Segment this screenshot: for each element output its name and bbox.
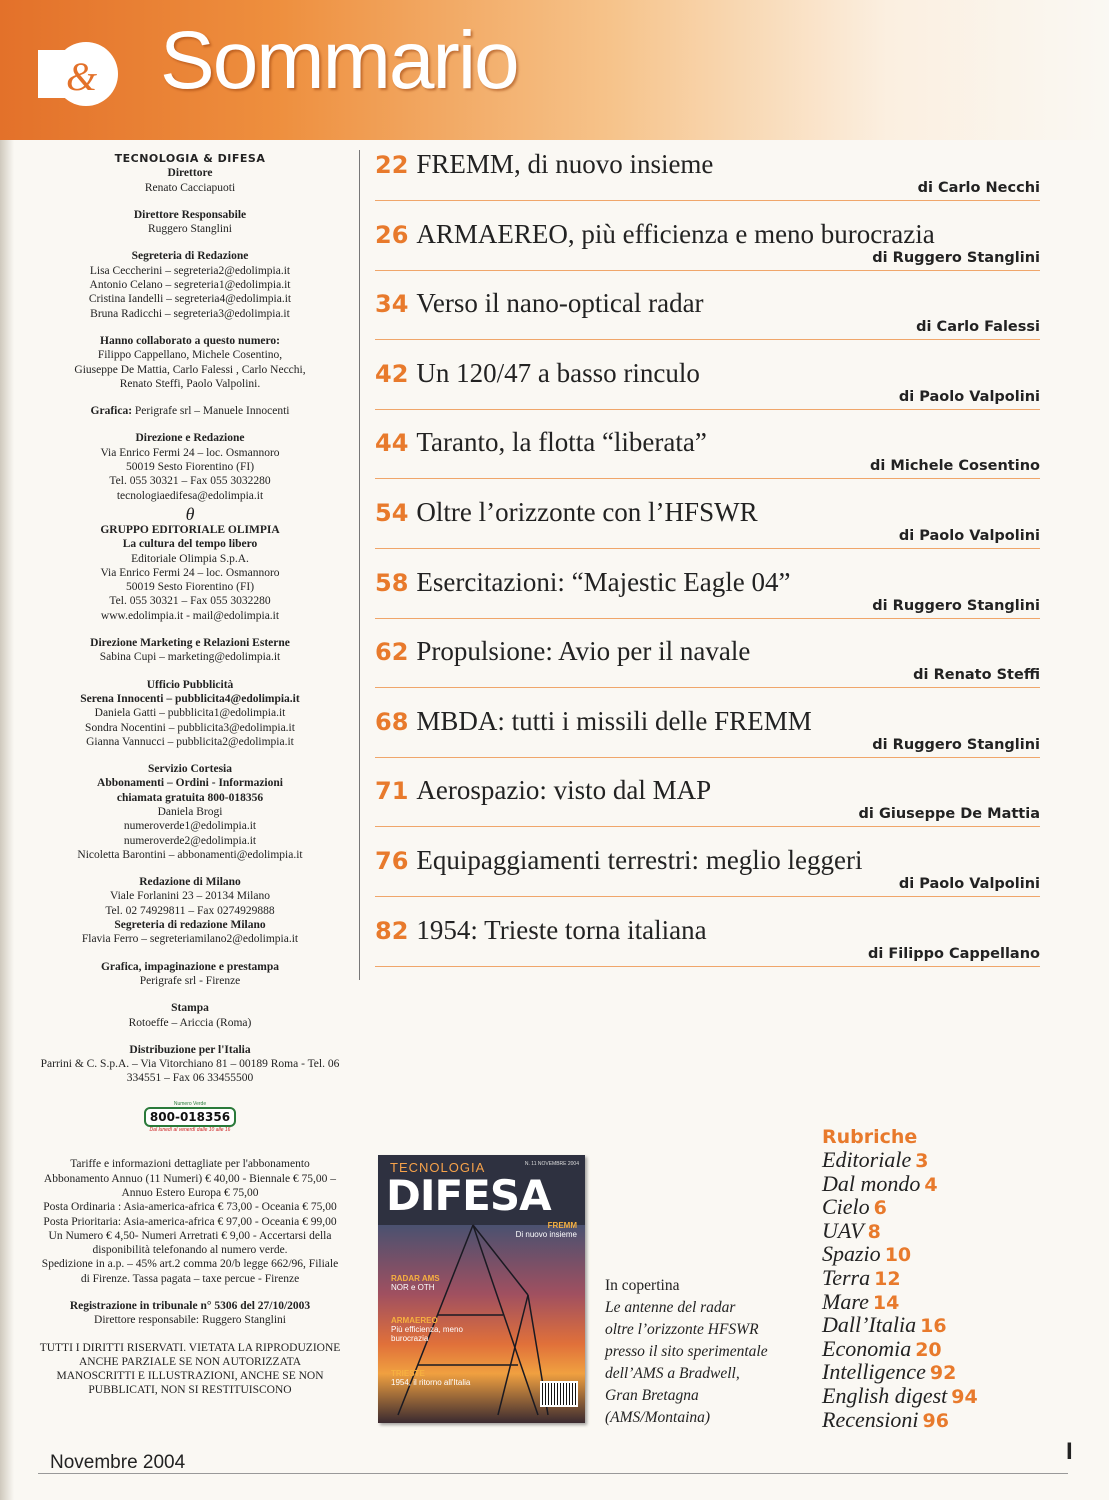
masthead-marketing <box>30 636 350 665</box>
toc-page: 82 <box>375 916 409 945</box>
toc-title: Equipaggiamenti terrestri: meglio leggeri <box>416 844 863 875</box>
block-line: Renato Cacciapuoti <box>144 181 236 194</box>
block-line: Renato Steffi, Paolo Valpolini. <box>119 377 261 390</box>
block-line: Perigrafe srl – Manuele Innocenti <box>134 405 290 418</box>
rubrica-item[interactable] <box>822 1170 1072 1197</box>
block-line: 334551 – Fax 06 33455500 <box>126 1072 254 1085</box>
rubrica-page: 14 <box>872 1291 900 1314</box>
registration-line: Registrazione in tribunale n° 5306 del 27/10/2003 <box>69 1300 311 1312</box>
phone-hours: Dal lunedì al venerdì dalle 10 alle 16 <box>149 1127 231 1134</box>
rubrica-name: UAV <box>822 1217 864 1243</box>
block-heading: Direzione Marketing e Relazioni Esterne <box>90 637 290 650</box>
numero-verde-badge <box>144 1101 236 1134</box>
rubrica-page: 8 <box>867 1220 881 1243</box>
phone-label: Numero Verde <box>173 1100 207 1107</box>
toc-item[interactable] <box>375 914 1040 984</box>
block-heading: Hanno collaborato a questo numero: <box>100 334 280 347</box>
toc-item[interactable] <box>375 357 1040 427</box>
block-line: Lisa Ceccherini – segreteria2@edolimpia.it <box>89 264 291 277</box>
block-line: Giuseppe De Mattia, Carlo Falessi , Carlo Necchi, <box>74 363 306 376</box>
phone-number: 800-018356 <box>144 1107 236 1127</box>
block-line: Ruggero Stanglini <box>147 223 232 236</box>
footer-date: Novembre 2004 <box>50 1452 186 1473</box>
block-line: Tel. 055 30321 – Fax 055 3032280 <box>109 595 271 608</box>
block-line: Viale Forlanini 23 – 20134 Milano <box>110 890 270 903</box>
table-of-contents <box>375 148 1040 983</box>
cover-subline: Di nuovo insieme <box>515 1230 577 1239</box>
toc-item[interactable] <box>375 287 1040 357</box>
cover-armaereo <box>391 1316 481 1343</box>
toc-rule <box>375 687 1040 688</box>
toc-author: di Ruggero Stanglini <box>872 597 1040 614</box>
block-heading: Direttore <box>167 167 213 180</box>
cover-radar <box>391 1274 440 1292</box>
toc-author: di Giuseppe De Mattia <box>858 806 1040 823</box>
masthead-pubblicita <box>30 678 350 749</box>
toc-title: Propulsione: Avio per il navale <box>416 636 751 667</box>
block-line: Nicoletta Barontini – abbonamenti@edolimpia.it <box>77 848 303 861</box>
toc-rule <box>375 896 1040 897</box>
cover-trieste <box>391 1369 470 1387</box>
rubrica-page: 6 <box>873 1197 887 1220</box>
page-title: Sommario <box>160 15 518 106</box>
masthead-direzione <box>30 431 350 502</box>
block-subheading: chiamata gratuita 800-018356 <box>116 791 264 804</box>
toc-rule <box>375 478 1040 479</box>
rubrica-item[interactable] <box>822 1217 1072 1244</box>
registration-line: Direttore responsabile: Ruggero Stanglini <box>94 1314 286 1327</box>
toc-rule <box>375 966 1040 967</box>
rubrica-name: English digest <box>822 1382 948 1408</box>
rubrica-name: Dall’Italia <box>822 1312 917 1338</box>
toc-item[interactable] <box>375 844 1040 914</box>
masthead-collaboratori <box>30 334 350 391</box>
tariff-line: disponibilità telefonando al numero verde. <box>92 1244 288 1257</box>
block-line: Daniela Brogi <box>157 805 223 818</box>
toc-author: di Michele Cosentino <box>870 458 1040 475</box>
rubrica-page: 96 <box>922 1409 949 1432</box>
rubrica-item[interactable] <box>822 1382 1072 1409</box>
caption-line: Gran Bretagna <box>605 1387 699 1404</box>
toc-author: di Ruggero Stanglini <box>872 736 1040 753</box>
block-heading: Redazione di Milano <box>139 876 241 889</box>
tariff-line: di Firenze. Tassa pagata – taxe percue - Firenze <box>80 1272 300 1285</box>
toc-rule <box>375 618 1040 619</box>
block-heading: Distribuzione per l'Italia <box>129 1043 251 1056</box>
toc-item[interactable] <box>375 774 1040 844</box>
toc-item[interactable] <box>375 496 1040 566</box>
rubrica-item[interactable] <box>822 1264 1072 1291</box>
rights-line: ANCHE PARZIALE SE NON AUTORIZZATA <box>78 1355 302 1368</box>
toc-page: 34 <box>375 290 409 319</box>
cover-caption <box>605 1275 805 1429</box>
rubrica-name: Cielo <box>822 1194 870 1220</box>
block-line: Via Enrico Fermi 24 – loc. Osmannoro <box>100 446 280 459</box>
cover-headline: RADAR AMS <box>391 1274 440 1283</box>
toc-page: 68 <box>375 707 409 736</box>
toc-page: 58 <box>375 568 409 597</box>
toc-page: 44 <box>375 429 409 458</box>
block-heading: GRUPPO EDITORIALE OLIMPIA <box>100 523 280 536</box>
rubrica-page: 12 <box>874 1267 901 1290</box>
masthead-redazione-milano <box>30 875 350 946</box>
toc-title: Oltre l’orizzonte con l’HFSWR <box>416 496 758 527</box>
phone-badge <box>30 1099 350 1136</box>
block-heading: Segreteria di Redazione <box>131 250 249 263</box>
cover-masthead: DIFESA <box>386 1171 551 1220</box>
olimpia-logo-icon: θ <box>185 503 195 524</box>
block-heading: Stampa <box>171 1002 209 1015</box>
block-line: Sabina Cupi – marketing@edolimpia.it <box>99 651 281 664</box>
cover-headline: FREMM <box>547 1221 577 1230</box>
toc-title: Aerospazio: visto dal MAP <box>416 775 712 806</box>
toc-author: di Ruggero Stanglini <box>872 249 1040 266</box>
block-line: Gianna Vannucci – pubblicita2@edolimpia.it <box>86 735 294 748</box>
toc-rule <box>375 339 1040 340</box>
rubrica-item[interactable] <box>822 1288 1072 1315</box>
block-line: Filippo Cappellano, Michele Cosentino, <box>97 349 283 362</box>
toc-item[interactable] <box>375 218 1040 288</box>
rubrica-name: Editoriale <box>822 1147 912 1172</box>
rubrica-name: Mare <box>822 1288 869 1314</box>
cover-top-text: TECNOLOGIA <box>390 1160 486 1175</box>
toc-item[interactable] <box>375 148 1040 218</box>
masthead-direttore <box>30 152 350 195</box>
cover-fremm <box>516 1221 577 1239</box>
block-line: Via Enrico Fermi 24 – loc. Osmannoro <box>100 566 280 579</box>
block-line: tecnologiaedifesa@edolimpia.it <box>116 489 264 502</box>
block-line: Cristina Iandelli – segreteria4@edolimpia.it <box>88 293 292 306</box>
toc-title: MBDA: tutti i missili delle FREMM <box>416 705 812 736</box>
toc-page: 71 <box>375 777 409 806</box>
rubrica-page: 92 <box>929 1362 957 1385</box>
column-divider <box>359 150 360 980</box>
masthead-prestampa <box>30 960 350 989</box>
toc-page: 22 <box>375 151 409 179</box>
toc-page: 76 <box>375 846 409 875</box>
toc-title: FREMM, di nuovo insieme <box>416 149 714 179</box>
rubrica-item[interactable] <box>822 1149 1072 1173</box>
rubrica-name: Intelligence <box>822 1359 926 1385</box>
block-line: Flavia Ferro – segreteriamilano2@edolimpia.it <box>81 933 299 946</box>
rubrica-item[interactable] <box>822 1196 1072 1220</box>
toc-title: Un 120/47 a basso rinculo <box>416 357 700 388</box>
block-line: 50019 Sesto Fiorentino (FI) <box>125 581 255 594</box>
block-heading: Direzione e Redazione <box>135 432 245 445</box>
toc-rule <box>375 409 1040 410</box>
rubrica-page: 10 <box>884 1244 912 1267</box>
toc-author: di Filippo Cappellano <box>867 945 1040 962</box>
rubrica-item[interactable] <box>822 1406 1072 1433</box>
tariff-line: Abbonamento Annuo (11 Numeri) € 40,00 - Biennale € 75,00 – <box>43 1172 337 1185</box>
rubrica-page: 3 <box>915 1150 929 1172</box>
block-line: Perigrafe srl - Firenze <box>139 974 241 987</box>
toc-author: di Paolo Valpolini <box>898 875 1040 892</box>
block-line: 50019 Sesto Fiorentino (FI) <box>125 461 255 474</box>
cover-subline: 1954, il ritorno all'Italia <box>391 1378 471 1387</box>
toc-author: di Paolo Valpolini <box>898 388 1040 405</box>
caption-body <box>605 1297 805 1429</box>
masthead-servizio-cortesia <box>30 762 350 862</box>
toc-rule <box>375 270 1040 271</box>
rubriche-list <box>822 1126 1072 1432</box>
registration <box>30 1299 350 1328</box>
rights-line: TUTTI I DIRITTI RISERVATI. VIETATA LA RIPRODUZIONE <box>39 1341 341 1354</box>
tariff-line: Annuo Estero Europa € 75,00 <box>121 1186 259 1199</box>
cover-image <box>378 1155 585 1423</box>
rubrica-item[interactable] <box>822 1361 1072 1385</box>
tariff-line: Tariffe e informazioni dettagliate per l'abbonamento <box>70 1158 310 1171</box>
tariff-line: Posta Prioritaria: Asia-america-africa € 97,00 - Oceania € 99,00 <box>43 1215 337 1228</box>
block-line: numeroverde1@edolimpia.it <box>123 820 257 833</box>
rights-line: PUBBLICATI, NON SI RESTITUISCONO <box>88 1383 292 1396</box>
masthead-column <box>30 152 350 1410</box>
toc-item[interactable] <box>375 705 1040 775</box>
caption-line: dell’AMS a Bradwell, <box>605 1365 740 1382</box>
rubrica-page: 94 <box>951 1385 978 1408</box>
masthead-gruppo-olimpia <box>30 523 350 623</box>
masthead-stampa <box>30 1001 350 1030</box>
toc-title: Verso il nano-optical radar <box>416 288 704 319</box>
toc-page: 62 <box>375 638 409 667</box>
rubrica-name: Economia <box>822 1335 912 1361</box>
rights-notice <box>30 1341 350 1397</box>
block-subheading: Segreteria di redazione Milano <box>114 919 266 932</box>
tariff-line: Spedizione in a.p. – 45% art.2 comma 20/b legge 662/96, Filiale <box>41 1258 339 1271</box>
page-number: I <box>1066 1438 1073 1465</box>
caption-line: oltre l’orizzonte HFSWR <box>605 1321 759 1338</box>
cover-issue: N. 11 NOVEMBRE 2004 <box>524 1161 579 1167</box>
toc-page: 26 <box>375 220 409 249</box>
block-heading: Direttore Responsabile <box>133 208 247 221</box>
toc-item[interactable] <box>375 566 1040 636</box>
block-line: Rotoeffe – Ariccia (Roma) <box>128 1016 252 1029</box>
rubriche-title: Rubriche <box>822 1126 918 1148</box>
block-line: Tel. 02 74929811 – Fax 0274929888 <box>105 904 275 917</box>
toc-page: 42 <box>375 359 409 388</box>
block-heading: Grafica: <box>90 405 133 418</box>
block-line: Antonio Celano – segreteria1@edolimpia.it <box>89 279 291 292</box>
rubrica-name: Recensioni <box>822 1406 919 1432</box>
block-line: Tel. 055 30321 – Fax 055 3032280 <box>109 475 271 488</box>
block-line: Bruna Radicchi – segreteria3@edolimpia.it <box>90 307 290 320</box>
masthead-distribuzione <box>30 1043 350 1086</box>
block-subheading: Serena Innocenti – pubblicita4@edolimpia.it <box>80 692 300 705</box>
toc-author: di Carlo Falessi <box>916 319 1040 336</box>
toc-author: di Paolo Valpolini <box>898 527 1040 544</box>
brand-name: TECNOLOGIA & DIFESA <box>114 152 266 165</box>
caption-line: Le antenne del radar <box>605 1299 736 1316</box>
rubrica-page: 20 <box>915 1338 942 1361</box>
rubrica-name: Dal mondo <box>822 1170 921 1196</box>
toc-item[interactable] <box>375 426 1040 496</box>
toc-page: 54 <box>375 498 409 527</box>
td-logo-icon <box>28 32 136 114</box>
barcode-icon <box>540 1381 578 1407</box>
tariff-line: Posta Ordinaria : Asia-america-africa € 73,00 - Oceania € 75,00 <box>43 1201 337 1214</box>
block-line: Editoriale Olimpia S.p.A. <box>131 552 249 565</box>
masthead-grafica <box>30 404 350 418</box>
footer-rule <box>38 1473 1068 1474</box>
block-heading: Grafica, impaginazione e prestampa <box>100 960 280 973</box>
toc-item[interactable] <box>375 635 1040 705</box>
svg-text:&: & <box>66 54 98 99</box>
toc-rule <box>375 757 1040 758</box>
toc-author: di Renato Steffi <box>913 667 1040 684</box>
rubrica-item[interactable] <box>822 1314 1072 1338</box>
rubrica-name: Terra <box>822 1264 871 1290</box>
tariff-line: Un Numero € 4,50- Numeri Arretrati € 9,00 - Accertarsi della <box>48 1229 332 1242</box>
caption-line: (AMS/Montaina) <box>605 1409 711 1426</box>
toc-title: 1954: Trieste torna italiana <box>416 914 707 945</box>
page-edge-shadow <box>0 140 14 1500</box>
masthead-segreteria <box>30 249 350 320</box>
tariffs <box>30 1157 350 1286</box>
cover-subline: Più efficienza, meno burocrazia <box>391 1325 463 1343</box>
block-heading: Ufficio Pubblicità <box>146 678 234 691</box>
block-line: www.edolimpia.it - mail@edolimpia.it <box>100 609 280 622</box>
toc-title: Esercitazioni: “Majestic Eagle 04” <box>416 566 791 597</box>
block-line: numeroverde2@edolimpia.it <box>123 834 257 847</box>
rubrica-item[interactable] <box>822 1243 1072 1267</box>
block-subheading: Abbonamenti – Ordini - Informazioni <box>97 777 283 790</box>
block-line: Sondra Nocentini – pubblicita3@edolimpia.it <box>85 721 295 734</box>
rubrica-name: Spazio <box>822 1241 881 1267</box>
cover-headline: TRIESTE <box>391 1369 425 1378</box>
rubrica-page: 16 <box>920 1315 947 1338</box>
toc-rule <box>375 200 1040 201</box>
rubrica-item[interactable] <box>822 1335 1072 1362</box>
masthead-direttore-responsabile <box>30 208 350 237</box>
block-line: Daniela Gatti – pubblicita1@edolimpia.it <box>94 707 286 720</box>
block-subheading: La cultura del tempo libero <box>122 538 258 551</box>
caption-heading: In copertina <box>605 1277 680 1294</box>
toc-author: di Carlo Necchi <box>917 180 1040 196</box>
block-heading: Servizio Cortesia <box>148 763 232 776</box>
toc-title: ARMAEREO, più efficienza e meno burocrazia <box>416 218 935 249</box>
cover-subline: NOR e OTH <box>391 1283 435 1292</box>
toc-rule <box>375 548 1040 549</box>
block-line: Parrini & C. S.p.A. – Via Vitorchiano 81 – 00189 Roma - Tel. 06 <box>40 1058 340 1071</box>
cover-headline: ARMAEREO <box>391 1316 438 1325</box>
caption-line: presso il sito sperimentale <box>605 1343 768 1360</box>
rights-line: MANOSCRITTI E ILLUSTRAZIONI, ANCHE SE NON <box>56 1369 324 1382</box>
toc-title: Taranto, la flotta “liberata” <box>416 427 707 458</box>
toc-rule <box>375 826 1040 827</box>
rubrica-page: 4 <box>924 1173 938 1196</box>
